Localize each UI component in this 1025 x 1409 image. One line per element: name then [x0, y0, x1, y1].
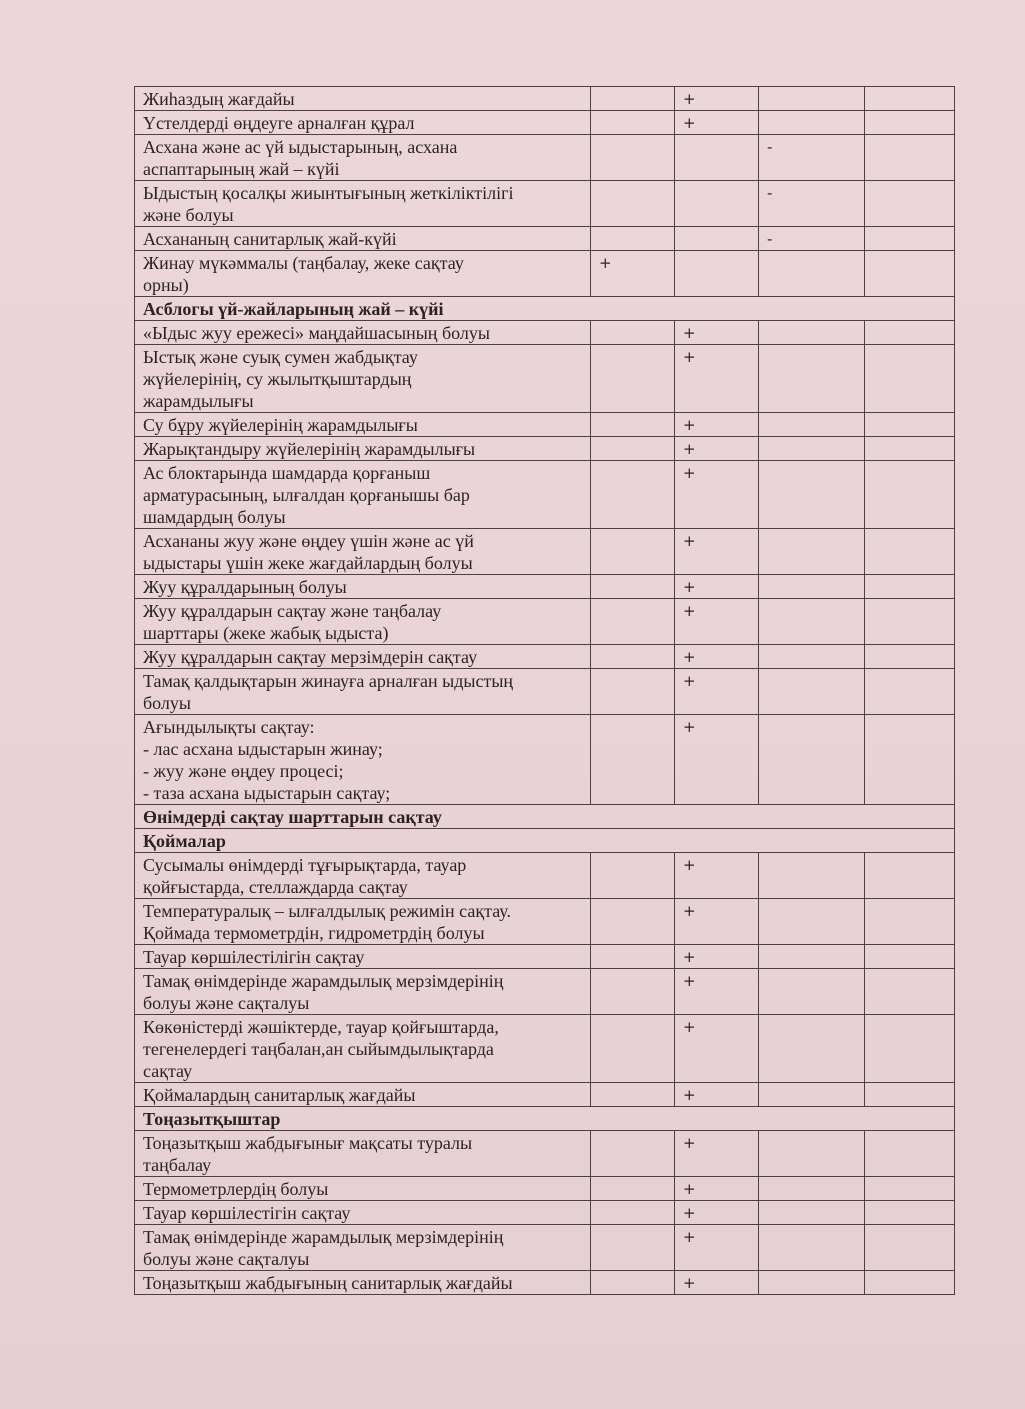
mark-cell-1 — [591, 413, 675, 437]
mark-cell-3 — [759, 645, 865, 669]
table-row — [135, 437, 955, 461]
mark-cell-1: + — [591, 251, 675, 297]
mark-cell-1 — [591, 945, 675, 969]
mark-cell-2: + — [675, 1131, 759, 1177]
mark-cell-1 — [591, 715, 675, 805]
mark-cell-2: + — [675, 413, 759, 437]
mark-cell-2: + — [675, 529, 759, 575]
mark-cell-4 — [865, 1177, 955, 1201]
table-row — [135, 461, 955, 529]
mark-cell-1 — [591, 645, 675, 669]
table-row — [135, 1177, 955, 1201]
checklist-body — [135, 87, 955, 1295]
mark-cell-2: + — [675, 599, 759, 645]
mark-cell-2: + — [675, 437, 759, 461]
mark-cell-1 — [591, 135, 675, 181]
mark-cell-3 — [759, 1083, 865, 1107]
table-row — [135, 529, 955, 575]
mark-cell-4 — [865, 321, 955, 345]
criterion-label: Тамақ қалдықтарын жинауға арналған ыдыстың болуы — [135, 669, 591, 715]
mark-cell-4 — [865, 853, 955, 899]
mark-cell-3 — [759, 969, 865, 1015]
mark-cell-1 — [591, 1083, 675, 1107]
section-title: Қоймалар — [135, 829, 955, 853]
criterion-label: Температуралық – ылғалдылық режимін сақтау. Қоймада термометрдін, гидрометрдің болуы — [135, 899, 591, 945]
mark-cell-4 — [865, 181, 955, 227]
mark-cell-3 — [759, 529, 865, 575]
table-row — [135, 345, 955, 413]
criterion-label: Тауар көршілестілігін сақтау — [135, 945, 591, 969]
table-row — [135, 645, 955, 669]
table-row — [135, 669, 955, 715]
table-row — [135, 1083, 955, 1107]
mark-cell-3 — [759, 251, 865, 297]
criterion-label: Асхананы жуу және өңдеу үшін және ас үй ыдыстары үшін жеке жағдайлардың болуы — [135, 529, 591, 575]
mark-cell-3 — [759, 345, 865, 413]
mark-cell-1 — [591, 669, 675, 715]
criterion-label: Тоңазытқыш жабдығының санитарлық жағдайы — [135, 1271, 591, 1295]
mark-cell-2 — [675, 251, 759, 297]
mark-cell-2 — [675, 181, 759, 227]
criterion-label: Су бұру жүйелерінің жарамдылығы — [135, 413, 591, 437]
mark-cell-2: + — [675, 111, 759, 135]
table-row — [135, 181, 955, 227]
mark-cell-3 — [759, 1177, 865, 1201]
criterion-label: Жиһаздың жағдайы — [135, 87, 591, 111]
section-header-row — [135, 829, 955, 853]
mark-cell-4 — [865, 227, 955, 251]
table-row — [135, 1271, 955, 1295]
mark-cell-4 — [865, 413, 955, 437]
mark-cell-3 — [759, 599, 865, 645]
mark-cell-1 — [591, 111, 675, 135]
mark-cell-3 — [759, 1131, 865, 1177]
mark-cell-2: + — [675, 461, 759, 529]
table-row — [135, 321, 955, 345]
mark-cell-4 — [865, 1271, 955, 1295]
table-row — [135, 1201, 955, 1225]
mark-cell-3: - — [759, 227, 865, 251]
mark-cell-4 — [865, 135, 955, 181]
section-title: Тоңазытқыштар — [135, 1107, 955, 1131]
mark-cell-3 — [759, 1201, 865, 1225]
mark-cell-3 — [759, 111, 865, 135]
criterion-label: Ағындылықты сақтау: - лас асхана ыдыстарын жинау; - жуу және өңдеу процесі; - таза асхана ыдыстарын сақтау; — [135, 715, 591, 805]
mark-cell-2: + — [675, 1201, 759, 1225]
mark-cell-4 — [865, 575, 955, 599]
mark-cell-3 — [759, 413, 865, 437]
section-header-row — [135, 297, 955, 321]
mark-cell-1 — [591, 181, 675, 227]
criterion-label: Сусымалы өнімдерді тұғырықтарда, тауар қойғыстарда, стеллаждарда сақтау — [135, 853, 591, 899]
mark-cell-4 — [865, 945, 955, 969]
mark-cell-4 — [865, 1015, 955, 1083]
table-row — [135, 251, 955, 297]
mark-cell-1 — [591, 899, 675, 945]
table-row — [135, 135, 955, 181]
mark-cell-2: + — [675, 715, 759, 805]
mark-cell-2: + — [675, 853, 759, 899]
table-row — [135, 413, 955, 437]
mark-cell-3 — [759, 1015, 865, 1083]
table-row — [135, 715, 955, 805]
mark-cell-1 — [591, 437, 675, 461]
criterion-label: Жуу құралдарының болуы — [135, 575, 591, 599]
mark-cell-4 — [865, 1225, 955, 1271]
mark-cell-1 — [591, 345, 675, 413]
mark-cell-2: + — [675, 345, 759, 413]
mark-cell-2 — [675, 135, 759, 181]
mark-cell-3 — [759, 715, 865, 805]
table-row — [135, 945, 955, 969]
mark-cell-4 — [865, 599, 955, 645]
table-row — [135, 1015, 955, 1083]
mark-cell-3 — [759, 437, 865, 461]
criterion-label: Ыстық және суық сумен жабдықтау жүйелерінің, су жылытқыштардың жарамдылығы — [135, 345, 591, 413]
table-row — [135, 1225, 955, 1271]
section-header-row — [135, 1107, 955, 1131]
mark-cell-2: + — [675, 321, 759, 345]
criterion-label: Тауар көршілестігін сақтау — [135, 1201, 591, 1225]
mark-cell-4 — [865, 1083, 955, 1107]
mark-cell-1 — [591, 321, 675, 345]
section-header-row — [135, 805, 955, 829]
criterion-label: «Ыдыс жуу ережесі» маңдайшасының болуы — [135, 321, 591, 345]
mark-cell-1 — [591, 1201, 675, 1225]
mark-cell-1 — [591, 1015, 675, 1083]
criterion-label: Жуу құралдарын сақтау және таңбалау шарттары (жеке жабық ыдыста) — [135, 599, 591, 645]
mark-cell-2: + — [675, 969, 759, 1015]
mark-cell-1 — [591, 1225, 675, 1271]
mark-cell-3 — [759, 669, 865, 715]
mark-cell-2: + — [675, 1015, 759, 1083]
mark-cell-2: + — [675, 87, 759, 111]
criterion-label: Жинау мүкәммалы (таңбалау, жеке сақтау орны) — [135, 251, 591, 297]
criterion-label: Тамақ өнімдерінде жарамдылық мерзімдерінің болуы және сақталуы — [135, 1225, 591, 1271]
mark-cell-3 — [759, 461, 865, 529]
mark-cell-2: + — [675, 899, 759, 945]
mark-cell-4 — [865, 461, 955, 529]
table-row — [135, 575, 955, 599]
mark-cell-3 — [759, 1225, 865, 1271]
mark-cell-2: + — [675, 645, 759, 669]
section-title: Өнімдерді сақтау шарттарын сақтау — [135, 805, 955, 829]
criterion-label: Қоймалардың санитарлық жағдайы — [135, 1083, 591, 1107]
mark-cell-3: - — [759, 135, 865, 181]
mark-cell-2: + — [675, 669, 759, 715]
mark-cell-3 — [759, 1271, 865, 1295]
mark-cell-3 — [759, 575, 865, 599]
table-row — [135, 599, 955, 645]
mark-cell-1 — [591, 1131, 675, 1177]
mark-cell-1 — [591, 599, 675, 645]
mark-cell-4 — [865, 969, 955, 1015]
mark-cell-2: + — [675, 1177, 759, 1201]
mark-cell-2: + — [675, 1225, 759, 1271]
section-title: Асблогы үй-жайларының жай – күйі — [135, 297, 955, 321]
table-row — [135, 87, 955, 111]
table-row — [135, 853, 955, 899]
criterion-label: Тоңазытқыш жабдығынығ мақсаты туралы таңбалау — [135, 1131, 591, 1177]
mark-cell-1 — [591, 969, 675, 1015]
table-row — [135, 111, 955, 135]
table-row — [135, 227, 955, 251]
mark-cell-3 — [759, 87, 865, 111]
checklist-table — [134, 86, 955, 1295]
mark-cell-3 — [759, 899, 865, 945]
criterion-label: Ыдыстың қосалқы жиынтығының жеткіліктілігі және болуы — [135, 181, 591, 227]
mark-cell-1 — [591, 853, 675, 899]
mark-cell-2: + — [675, 1083, 759, 1107]
mark-cell-4 — [865, 87, 955, 111]
mark-cell-1 — [591, 461, 675, 529]
mark-cell-2: + — [675, 945, 759, 969]
criterion-label: Үстелдерді өңдеуге арналған құрал — [135, 111, 591, 135]
table-row — [135, 899, 955, 945]
criterion-label: Көкөністерді жәшіктерде, тауар қойғыштарда, тегенелердегі таңбалан,ан сыйымдылықтарда сақтау — [135, 1015, 591, 1083]
criterion-label: Жарықтандыру жүйелерінің жарамдылығы — [135, 437, 591, 461]
mark-cell-2 — [675, 227, 759, 251]
mark-cell-4 — [865, 645, 955, 669]
table-row — [135, 1131, 955, 1177]
criterion-label: Тамақ өнімдерінде жарамдылық мерзімдерінің болуы және сақталуы — [135, 969, 591, 1015]
mark-cell-4 — [865, 345, 955, 413]
mark-cell-1 — [591, 227, 675, 251]
mark-cell-3 — [759, 945, 865, 969]
mark-cell-4 — [865, 715, 955, 805]
mark-cell-1 — [591, 575, 675, 599]
criterion-label: Ас блоктарында шамдарда қорғаныш арматурасының, ылғалдан қорғанышы бар шамдардың болуы — [135, 461, 591, 529]
mark-cell-3 — [759, 321, 865, 345]
table-row — [135, 969, 955, 1015]
criterion-label: Асхана және ас үй ыдыстарының, асхана аспаптарының жай – күйі — [135, 135, 591, 181]
mark-cell-1 — [591, 1177, 675, 1201]
mark-cell-2: + — [675, 575, 759, 599]
mark-cell-4 — [865, 1131, 955, 1177]
mark-cell-1 — [591, 87, 675, 111]
mark-cell-3: - — [759, 181, 865, 227]
criterion-label: Асхананың санитарлық жай-күйі — [135, 227, 591, 251]
mark-cell-4 — [865, 1201, 955, 1225]
mark-cell-4 — [865, 529, 955, 575]
mark-cell-1 — [591, 529, 675, 575]
mark-cell-4 — [865, 251, 955, 297]
mark-cell-1 — [591, 1271, 675, 1295]
mark-cell-2: + — [675, 1271, 759, 1295]
criterion-label: Жуу құралдарын сақтау мерзімдерін сақтау — [135, 645, 591, 669]
mark-cell-4 — [865, 437, 955, 461]
criterion-label: Термометрлердің болуы — [135, 1177, 591, 1201]
mark-cell-3 — [759, 853, 865, 899]
mark-cell-4 — [865, 899, 955, 945]
mark-cell-4 — [865, 669, 955, 715]
mark-cell-4 — [865, 111, 955, 135]
